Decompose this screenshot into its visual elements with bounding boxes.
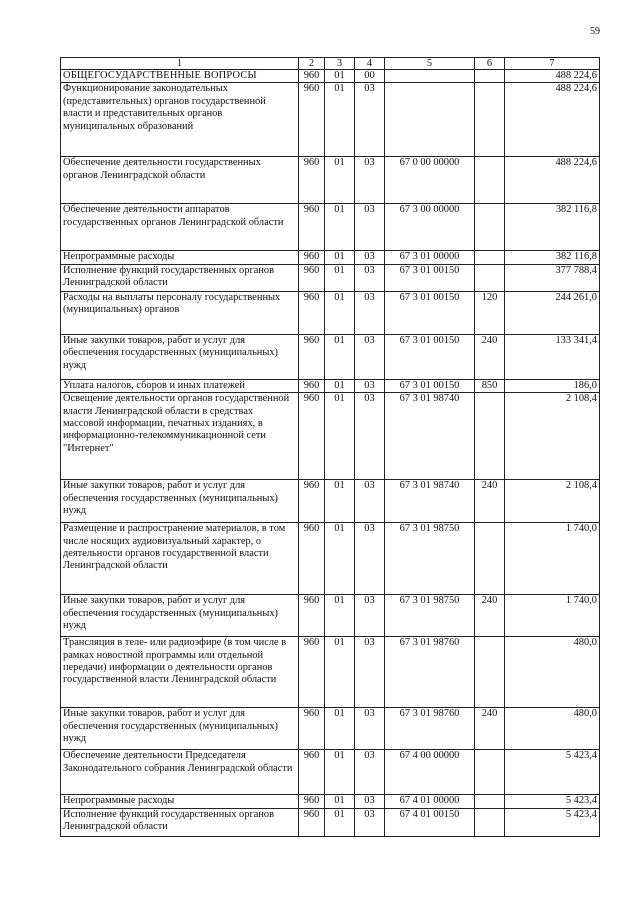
cell-name: Иные закупки товаров, работ и услуг для обеспечения государственных (муниципальных) нужд: [61, 334, 299, 379]
cell-subsection: 03: [355, 750, 385, 795]
cell-grbs: 960: [299, 808, 325, 836]
cell-grbs: 960: [299, 637, 325, 708]
cell-target-article: 67 4 01 00150: [385, 808, 475, 836]
cell-sum: 133 341,4: [505, 334, 600, 379]
cell-target-article: 67 0 00 00000: [385, 157, 475, 204]
cell-section: 01: [325, 393, 355, 480]
cell-target-article: [385, 83, 475, 157]
cell-section: 01: [325, 808, 355, 836]
cell-grbs: 960: [299, 204, 325, 251]
cell-name: Трансляция в теле- или радиоэфире (в том числе в рамках новостной программы или отдельной передачи) информации о деятельности органов государственной власти Ленинградской области: [61, 637, 299, 708]
cell-expense-type: [475, 795, 505, 808]
cell-subsection: 03: [355, 379, 385, 392]
table-row: [61, 637, 600, 708]
cell-sum: 244 261,0: [505, 291, 600, 334]
table-row: [61, 480, 600, 523]
cell-section: 01: [325, 708, 355, 750]
cell-name: Иные закупки товаров, работ и услуг для обеспечения государственных (муниципальных) нужд: [61, 595, 299, 637]
cell-sum: 382 116,8: [505, 251, 600, 264]
cell-expense-type: 240: [475, 480, 505, 523]
cell-sum: 2 108,4: [505, 480, 600, 523]
header-cell: 1: [61, 58, 299, 70]
cell-section: 01: [325, 795, 355, 808]
cell-subsection: 03: [355, 157, 385, 204]
cell-subsection: 03: [355, 291, 385, 334]
cell-subsection: 03: [355, 808, 385, 836]
table-row: [61, 83, 600, 157]
cell-section: 01: [325, 157, 355, 204]
table-row: [61, 595, 600, 637]
cell-name: Обеспечение деятельности аппаратов государственных органов Ленинградской области: [61, 204, 299, 251]
table-row: [61, 795, 600, 808]
table-row: [61, 264, 600, 291]
cell-sum: 2 108,4: [505, 393, 600, 480]
cell-section: 01: [325, 83, 355, 157]
cell-sum: 5 423,4: [505, 750, 600, 795]
cell-target-article: 67 3 01 00150: [385, 334, 475, 379]
cell-name: Исполнение функций государственных органов Ленинградской области: [61, 808, 299, 836]
cell-expense-type: [475, 157, 505, 204]
cell-expense-type: [475, 637, 505, 708]
cell-name: Расходы на выплаты персоналу государственных (муниципальных) органов: [61, 291, 299, 334]
cell-name: ОБЩЕГОСУДАРСТВЕННЫЕ ВОПРОСЫ: [61, 70, 299, 83]
cell-grbs: 960: [299, 70, 325, 83]
cell-name: Иные закупки товаров, работ и услуг для обеспечения государственных (муниципальных) нужд: [61, 708, 299, 750]
cell-grbs: 960: [299, 708, 325, 750]
table-row: [61, 291, 600, 334]
cell-target-article: 67 3 01 98750: [385, 523, 475, 595]
cell-target-article: 67 3 00 00000: [385, 204, 475, 251]
cell-grbs: 960: [299, 157, 325, 204]
cell-subsection: 03: [355, 595, 385, 637]
cell-grbs: 960: [299, 393, 325, 480]
cell-name: Исполнение функций государственных органов Ленинградской области: [61, 264, 299, 291]
header-cell: 4: [355, 58, 385, 70]
cell-grbs: 960: [299, 291, 325, 334]
header-cell: 2: [299, 58, 325, 70]
header-cell: 7: [505, 58, 600, 70]
header-cell: 5: [385, 58, 475, 70]
cell-name: Иные закупки товаров, работ и услуг для обеспечения государственных (муниципальных) нужд: [61, 480, 299, 523]
cell-expense-type: [475, 251, 505, 264]
cell-section: 01: [325, 251, 355, 264]
cell-sum: 1 740,0: [505, 523, 600, 595]
cell-name: Непрограммные расходы: [61, 251, 299, 264]
cell-expense-type: [475, 750, 505, 795]
cell-expense-type: [475, 523, 505, 595]
cell-sum: 186,0: [505, 379, 600, 392]
cell-subsection: 03: [355, 480, 385, 523]
page-number: 59: [590, 26, 600, 37]
table-row: [61, 251, 600, 264]
budget-table: [60, 57, 600, 837]
cell-expense-type: [475, 70, 505, 83]
cell-expense-type: 240: [475, 708, 505, 750]
cell-target-article: 67 3 01 00150: [385, 379, 475, 392]
cell-expense-type: [475, 808, 505, 836]
cell-grbs: 960: [299, 795, 325, 808]
cell-name: Обеспечение деятельности государственных органов Ленинградской области: [61, 157, 299, 204]
cell-section: 01: [325, 379, 355, 392]
cell-target-article: [385, 70, 475, 83]
header-cell: 6: [475, 58, 505, 70]
cell-expense-type: [475, 393, 505, 480]
cell-section: 01: [325, 595, 355, 637]
cell-grbs: 960: [299, 750, 325, 795]
cell-target-article: 67 4 01 00000: [385, 795, 475, 808]
table-row: [61, 70, 600, 83]
cell-section: 01: [325, 334, 355, 379]
cell-section: 01: [325, 637, 355, 708]
cell-target-article: 67 4 00 00000: [385, 750, 475, 795]
cell-subsection: 03: [355, 637, 385, 708]
cell-target-article: 67 3 01 98740: [385, 480, 475, 523]
cell-name: Непрограммные расходы: [61, 795, 299, 808]
cell-subsection: 03: [355, 83, 385, 157]
cell-target-article: 67 3 01 98750: [385, 595, 475, 637]
cell-section: 01: [325, 70, 355, 83]
cell-subsection: 03: [355, 204, 385, 251]
cell-section: 01: [325, 264, 355, 291]
table-row: [61, 808, 600, 836]
cell-subsection: 00: [355, 70, 385, 83]
cell-expense-type: [475, 83, 505, 157]
cell-grbs: 960: [299, 83, 325, 157]
cell-sum: 377 788,4: [505, 264, 600, 291]
cell-expense-type: 240: [475, 334, 505, 379]
cell-name: Размещение и распространение материалов, в том числе носящих аудиовизуальный характер, о деятельности органов государственной власти Ленинградской области: [61, 523, 299, 595]
cell-sum: 480,0: [505, 708, 600, 750]
cell-expense-type: 240: [475, 595, 505, 637]
cell-target-article: 67 3 01 98740: [385, 393, 475, 480]
cell-subsection: 03: [355, 708, 385, 750]
cell-section: 01: [325, 204, 355, 251]
cell-subsection: 03: [355, 795, 385, 808]
table-row: [61, 204, 600, 251]
cell-target-article: 67 3 01 00150: [385, 264, 475, 291]
cell-name: Освещение деятельности органов государственной власти Ленинградской области в средствах массовой информации, печатных изданиях, в информационно-телекоммуникационной сети "Интернет": [61, 393, 299, 480]
cell-grbs: 960: [299, 379, 325, 392]
cell-subsection: 03: [355, 393, 385, 480]
cell-sum: 488 224,6: [505, 83, 600, 157]
cell-subsection: 03: [355, 251, 385, 264]
cell-sum: 5 423,4: [505, 808, 600, 836]
cell-sum: 1 740,0: [505, 595, 600, 637]
cell-expense-type: 850: [475, 379, 505, 392]
cell-section: 01: [325, 750, 355, 795]
cell-name: Функционирование законодательных (представительных) органов государственной власти и представительных органов муниципальных образований: [61, 83, 299, 157]
cell-subsection: 03: [355, 523, 385, 595]
table-row: [61, 708, 600, 750]
cell-grbs: 960: [299, 334, 325, 379]
cell-sum: 480,0: [505, 637, 600, 708]
table-row: [61, 334, 600, 379]
cell-grbs: 960: [299, 264, 325, 291]
table-row: [61, 750, 600, 795]
table-row: [61, 523, 600, 595]
cell-grbs: 960: [299, 480, 325, 523]
cell-section: 01: [325, 291, 355, 334]
table-row: [61, 393, 600, 480]
cell-grbs: 960: [299, 595, 325, 637]
cell-name: Обеспечение деятельности Председателя Законодательного собрания Ленинградской области: [61, 750, 299, 795]
table-header-row: [61, 58, 600, 70]
cell-grbs: 960: [299, 251, 325, 264]
cell-expense-type: [475, 204, 505, 251]
cell-sum: 5 423,4: [505, 795, 600, 808]
cell-target-article: 67 3 01 98760: [385, 637, 475, 708]
cell-sum: 488 224,6: [505, 70, 600, 83]
cell-target-article: 67 3 01 00150: [385, 291, 475, 334]
table-row: [61, 157, 600, 204]
cell-sum: 488 224,6: [505, 157, 600, 204]
cell-target-article: 67 3 01 98760: [385, 708, 475, 750]
header-cell: 3: [325, 58, 355, 70]
cell-grbs: 960: [299, 523, 325, 595]
cell-target-article: 67 3 01 00000: [385, 251, 475, 264]
cell-subsection: 03: [355, 334, 385, 379]
cell-subsection: 03: [355, 264, 385, 291]
cell-sum: 382 116,8: [505, 204, 600, 251]
cell-section: 01: [325, 523, 355, 595]
table-row: [61, 379, 600, 392]
cell-name: Уплата налогов, сборов и иных платежей: [61, 379, 299, 392]
cell-section: 01: [325, 480, 355, 523]
cell-expense-type: [475, 264, 505, 291]
cell-expense-type: 120: [475, 291, 505, 334]
